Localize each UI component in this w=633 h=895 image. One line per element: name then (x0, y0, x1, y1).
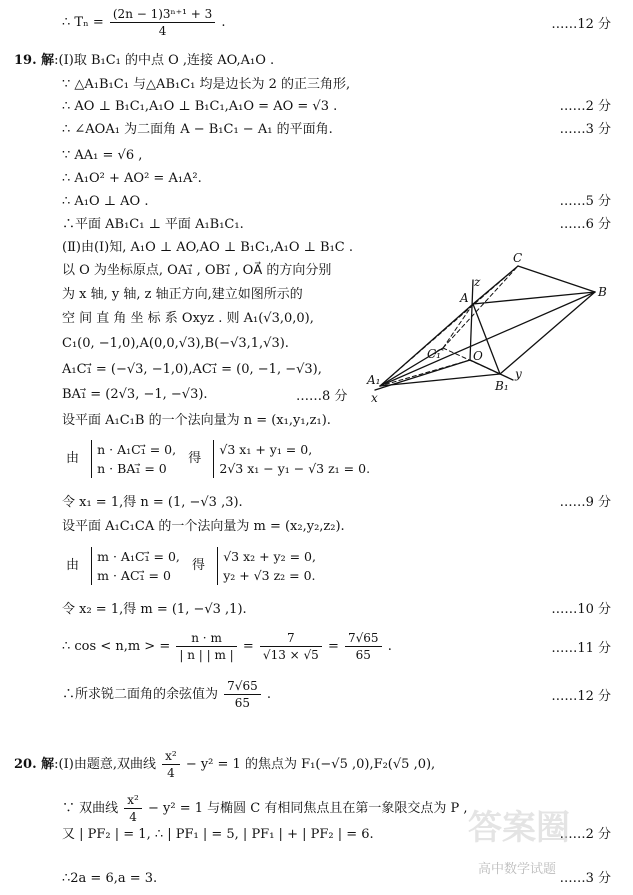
q20-line-2 (62, 792, 468, 825)
watermark-big: 答案圈 (468, 808, 570, 848)
q20-f1-num: x² (162, 748, 180, 765)
tn-denominator: 4 (158, 24, 167, 38)
score-q20-2: ……2 分 (559, 827, 611, 842)
q19-line-4: ∴ ∠AOA₁ 为二面角 A − B₁C₁ − A₁ 的平面角. (62, 122, 333, 137)
q20-f1-den: 4 (167, 766, 175, 780)
cos-f1-num: n · m (176, 630, 236, 647)
de-label-2: 得 (192, 558, 206, 573)
score-9: ……9 分 (559, 495, 611, 510)
final-num: 7√65 (224, 678, 261, 695)
cos-f1-den: | n | | m | (179, 648, 234, 662)
q19-line-2: ∵ △A₁B₁C₁ 与△AB₁C₁ 均是边长为 2 的正三角形, (62, 77, 351, 92)
score-5: ……5 分 (559, 194, 611, 209)
sys1-eq-d: 2√3 x₁ − y₁ − √3 z₁ = 0. (219, 461, 371, 476)
label-o: O (473, 349, 483, 363)
q19-line-1 (14, 52, 274, 70)
tn-end: . (221, 15, 226, 30)
q19-number: 19. 解 (14, 53, 55, 68)
q20-line-4: ∴2a = 6,a = 3. (62, 871, 158, 886)
prism-figure (355, 250, 625, 410)
final-prefix: ∴所求锐二面角的余弦值为 (62, 687, 219, 702)
q19-line-18: 设平面 A₁C₁CA 的一个法向量为 m = (x₂,y₂,z₂). (62, 519, 345, 534)
q20-f2-num: x² (124, 792, 142, 809)
sys2-eq-b: m · AC₁⃗ = 0 (97, 568, 171, 583)
cos-eq-2: = (327, 639, 339, 654)
score-10: ……10 分 (551, 602, 611, 617)
edge-b1-b (500, 292, 595, 374)
cos-fraction-1 (176, 630, 236, 663)
q19-line-19: 令 x₂ = 1,得 m = (1, −√3 ,1). (62, 602, 247, 617)
sys1-eq-c: √3 x₁ + y₁ = 0, (219, 442, 313, 457)
q20-number: 20. 解 (14, 757, 55, 772)
tn-numerator: (2n − 1)3ⁿ⁺¹ + 3 (110, 6, 215, 23)
q19-line-13: C₁(0, −1,0),A(0,0,√3),B(−√3,1,√3). (62, 336, 289, 351)
q19-line-6: ∴ A₁O² + AO² = A₁A². (62, 171, 202, 186)
cos-f2-den: √13 × √5 (262, 648, 319, 662)
q20-text-2a: ∵ 双曲线 (62, 801, 119, 816)
q19-line-16: 设平面 A₁C₁B 的一个法向量为 n = (x₁,y₁,z₁). (62, 413, 331, 428)
final-line (62, 678, 271, 711)
score-2: ……2 分 (559, 99, 611, 114)
watermark-small: 高中数学试题 (478, 862, 557, 877)
q19-line-15: BA₁⃗ = (2√3, −1, −√3). (62, 387, 208, 402)
q20-f2-den: 4 (129, 810, 137, 824)
score-3: ……3 分 (559, 122, 611, 137)
q19-line-5: ∵ AA₁ = √6 , (62, 148, 143, 163)
q19-line-9: (Ⅱ)由(Ⅰ)知, A₁O ⊥ AO,AO ⊥ B₁C₁,A₁O ⊥ B₁C . (62, 240, 354, 255)
q20-text-1b: − y² = 1 的焦点为 F₁(−√5 ,0),F₂(√5 ,0), (185, 757, 436, 772)
q19-text-1: :(Ⅰ)取 B₁C₁ 的中点 O ,连接 AO,A₁O . (54, 53, 275, 68)
cos-fraction-2 (260, 630, 322, 663)
cos-eq-1: = (242, 639, 254, 654)
sys1-eq-b: n · BA₁⃗ = 0 (97, 461, 167, 476)
q19-line-3: ∴ AO ⊥ B₁C₁,A₁O ⊥ B₁C₁,A₁O = AO = √3 . (62, 99, 338, 114)
label-b: B (598, 285, 607, 299)
tn-fraction (110, 6, 215, 39)
you-label-1: 由 (66, 451, 80, 466)
cos-fraction-3 (345, 630, 382, 663)
cos-prefix: ∴ cos < n,m > = (62, 639, 171, 654)
label-c: C (513, 251, 523, 265)
q20-fraction-1 (162, 748, 180, 781)
final-end: . (266, 687, 271, 702)
q19-line-17: 令 x₁ = 1,得 n = (1, −√3 ,3). (62, 495, 243, 510)
q20-text-2b: − y² = 1 与椭圆 C 有相同焦点且在第一象限交点为 P , (148, 801, 468, 816)
edge-c1-c (443, 266, 518, 348)
you-label-2: 由 (66, 558, 80, 573)
q20-line-3: 又 | PF₂ | = 1, ∴ | PF₁ | = 5, | PF₁ | + | PF₂ | = 6. (62, 827, 374, 842)
q19-line-10: 以 O 为坐标原点, OA₁⃗ , OB₁⃗ , OA⃗ 的方向分别 (62, 263, 332, 278)
z-axis (470, 280, 473, 360)
label-c1: C₁ (427, 347, 441, 361)
edge-a-b (473, 292, 595, 304)
score-8: ……8 分 (296, 389, 348, 404)
q19-line-14: A₁C₁⃗ = (−√3, −1,0),AC₁⃗ = (0, −1, −√3), (62, 362, 322, 377)
final-fraction (224, 678, 261, 711)
score-q20-3: ……3 分 (559, 871, 611, 886)
system-2-line (62, 547, 320, 585)
system-1-left (91, 440, 176, 478)
system-2-left (91, 547, 180, 585)
score-12: ……12 分 (551, 689, 611, 704)
sys2-eq-d: y₂ + √3 z₂ = 0. (223, 568, 316, 583)
q20-line-1 (14, 748, 435, 781)
sys1-eq-a: n · A₁C₁⃗ = 0, (97, 442, 177, 457)
label-b1: B₁ (495, 379, 509, 393)
cos-f3-den: 65 (355, 648, 371, 662)
edge-c-b (518, 266, 595, 292)
sys2-eq-a: m · A₁C₁⃗ = 0, (97, 549, 180, 564)
q20-text-1a: :(Ⅰ)由题意,双曲线 (54, 757, 156, 772)
q19-line-8: ∴平面 AB₁C₁ ⊥ 平面 A₁B₁C₁. (62, 217, 244, 232)
cos-end: . (387, 639, 392, 654)
label-a: A (460, 291, 469, 305)
system-1-right (213, 440, 370, 478)
q19-line-11: 为 x 轴, y 轴, z 轴正方向,建立如图所示的 (62, 287, 303, 302)
system-1-line (62, 440, 374, 478)
score-11: ……11 分 (551, 641, 611, 656)
cos-f3-num: 7√65 (345, 630, 382, 647)
label-y: y (515, 367, 522, 381)
x-axis (375, 360, 470, 390)
q19-line-12: 空 间 直 角 坐 标 系 Oxyz . 则 A₁(√3,0,0), (62, 311, 314, 326)
score-tn: ……12 分 (551, 17, 611, 32)
sys2-eq-c: √3 x₂ + y₂ = 0, (223, 549, 316, 564)
final-den: 65 (234, 696, 251, 710)
tn-line (62, 6, 226, 39)
label-x: x (371, 391, 378, 405)
q19-line-7: ∴ A₁O ⊥ AO . (62, 194, 149, 209)
label-z: z (474, 275, 481, 289)
cos-f2-num: 7 (260, 630, 322, 647)
de-label-1: 得 (188, 451, 202, 466)
score-6: ……6 分 (559, 217, 611, 232)
edge-a1-b (380, 292, 595, 386)
cos-line (62, 630, 392, 663)
tn-label: ∴ Tₙ = (62, 15, 104, 30)
label-a1: A₁ (367, 373, 381, 387)
system-2-right (217, 547, 316, 585)
q20-fraction-2 (124, 792, 142, 825)
